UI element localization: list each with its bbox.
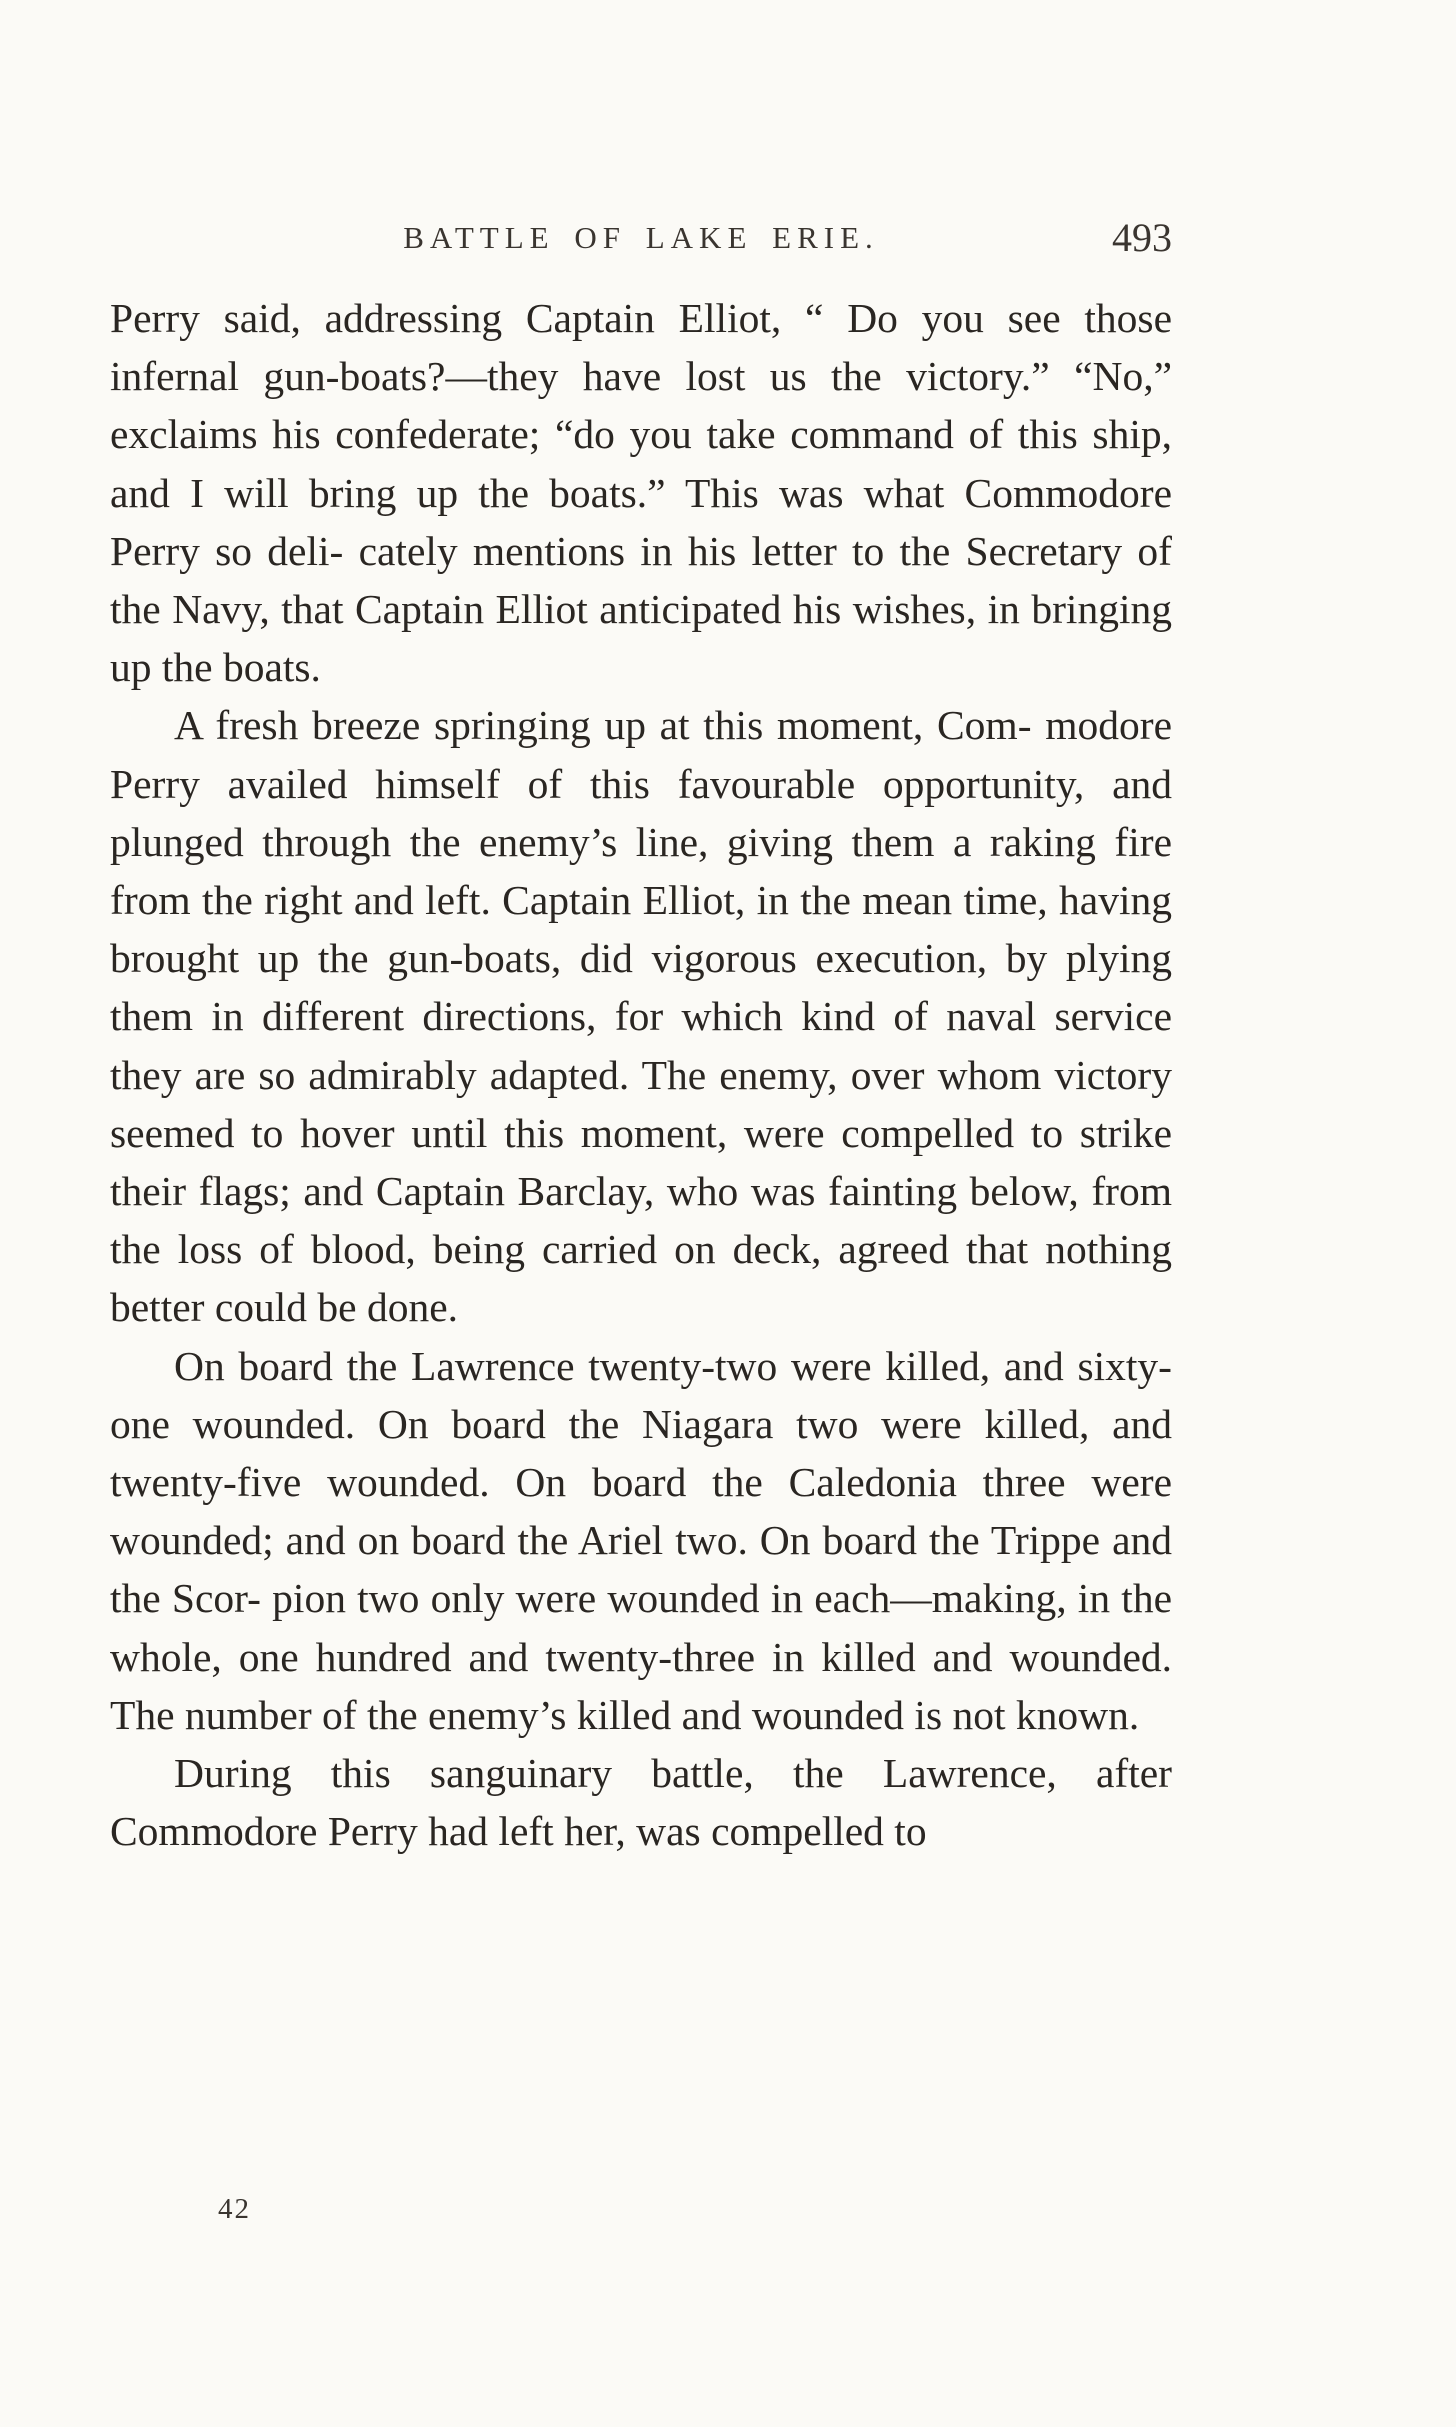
paragraph: Perry said, addressing Captain Elliot, “ Do you see those infernal gun-boats?—they have lost us the victory.” “No,” exclaims his confederate; “do you take command of this ship, and I will bring up the boats.” This was what Commodore Perry so deli- cately mentions in his letter to the Secretary of the Navy, that Captain Elliot anticipated his wishes, in bringing up the boats.: [110, 295, 1172, 691]
paragraph: On board the Lawrence twenty-two were killed, and sixty-one wounded. On board the Niagara two were killed, and twenty-five wounded. On board the Caledonia three were wounded; and on board the Ariel two. On board the Trippe and the Scor- pion two only were wounded in each—making, in the whole, one hundred and twenty-three in killed and wounded. The number of the enemy’s killed and wounded is not known.: [110, 1342, 1172, 1738]
page-number: 493: [1112, 215, 1172, 260]
body-text: [110, 289, 1172, 1860]
running-head: [110, 214, 1172, 266]
paragraph: During this sanguinary battle, the Lawrence, after Commodore Perry had left her, was compelled to: [110, 1750, 1172, 1855]
running-title: BATTLE OF LAKE ERIE.: [403, 220, 879, 255]
signature-mark: 42: [218, 2193, 251, 2225]
paragraph: A fresh breeze springing up at this moment, Com- modore Perry availed himself of this favourable opportunity, and plunged through the enemy’s line, giving them a raking fire from the right and left. Captain Elliot, in the mean time, having brought up the gun-boats, did vigorous execution, by plying them in different directions, for which kind of naval service they are so admirably adapted. The enemy, over whom victory seemed to hover until this moment, were compelled to strike their flags; and Captain Barclay, who was fainting below, from the loss of blood, being carried on deck, agreed that nothing better could be done.: [110, 702, 1172, 1331]
